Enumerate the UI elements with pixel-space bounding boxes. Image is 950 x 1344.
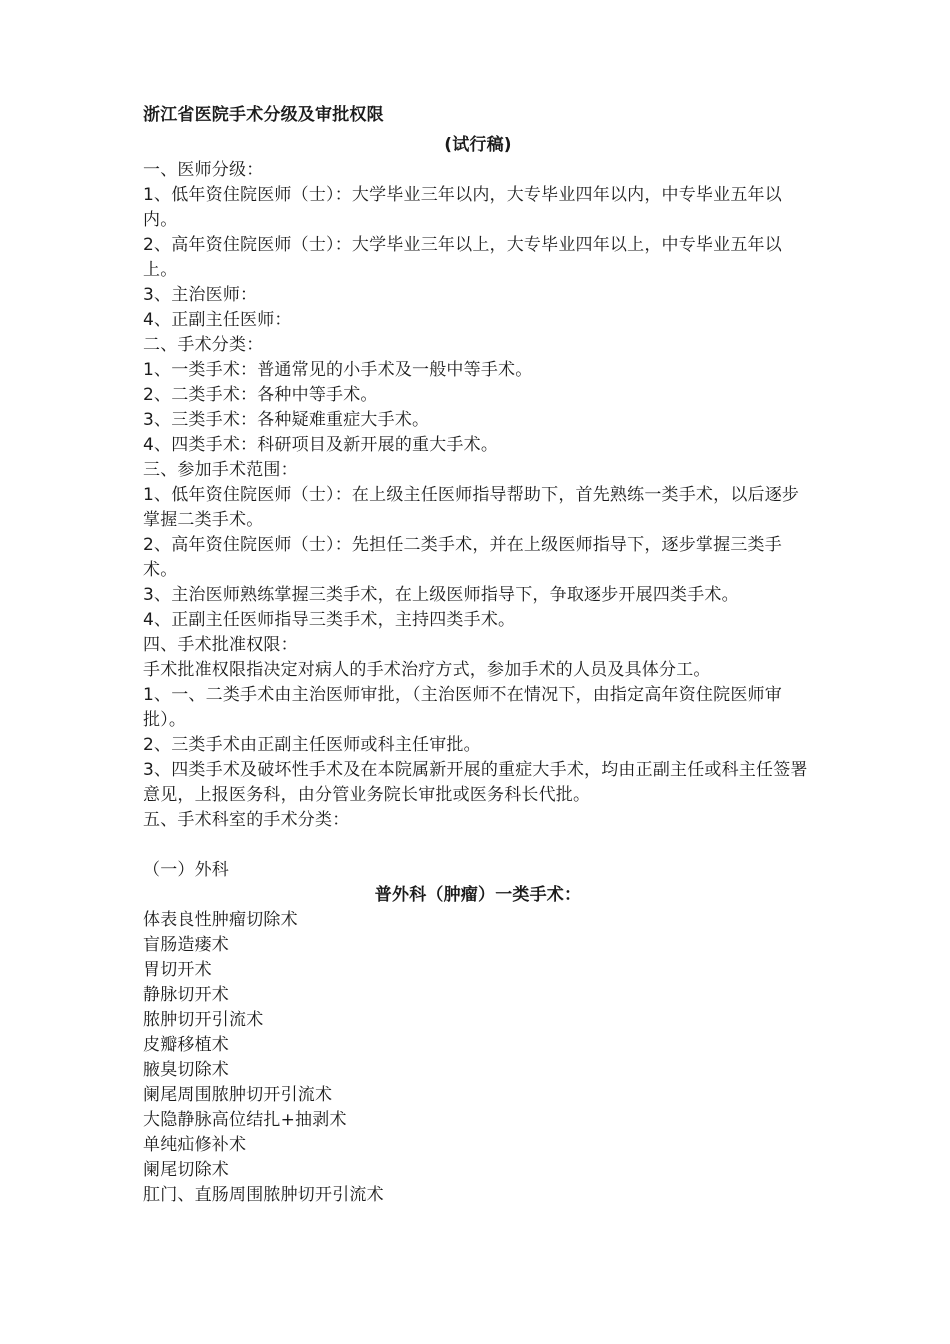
- procedure-item: 阑尾切除术: [143, 1160, 229, 1180]
- section-heading: 五、手术科室的手术分类：: [143, 810, 350, 830]
- section-heading: 四、手术批准权限：: [143, 635, 298, 655]
- section-line: 2、高年资住院医师（士）：大学毕业三年以上，大专毕业四年以上，中专毕业五年以上。: [143, 235, 782, 280]
- section-line: 4、正副主任医师指导三类手术，主持四类手术。: [143, 610, 516, 630]
- procedure-category-heading: 普外科（肿瘤）一类手术：: [374, 885, 582, 905]
- section-heading: 一、医师分级：: [143, 160, 264, 180]
- procedure-list: [143, 908, 813, 1208]
- section-heading: 二、手术分类：: [143, 335, 264, 355]
- section-line: 1、一、二类手术由主治医师审批，（主治医师不在情况下，由指定高年资住院医师审批）。: [143, 685, 782, 730]
- section-line: 1、低年资住院医师（士）：在上级主任医师指导帮助下，首先熟练一类手术，以后逐步掌握二类手术。: [143, 485, 800, 530]
- section-line: 2、高年资住院医师（士）：先担任二类手术，并在上级医师指导下，逐步掌握三类手术。: [143, 535, 782, 580]
- procedure-item: 阑尾周围脓肿切开引流术: [143, 1085, 333, 1105]
- procedure-item: 皮瓣移植术: [143, 1035, 229, 1055]
- procedure-item: 大隐静脉高位结扎+抽剥术: [143, 1110, 347, 1130]
- document-subtitle: (试行稿): [444, 135, 512, 155]
- procedure-item: 体表良性肿瘤切除术: [143, 910, 298, 930]
- section-heading: 三、参加手术范围：: [143, 460, 298, 480]
- procedure-item: 胃切开术: [143, 960, 212, 980]
- section-line: 4、正副主任医师：: [143, 310, 292, 330]
- subsection-heading: （一）外科: [143, 860, 229, 880]
- section-line: 4、四类手术：科研项目及新开展的重大手术。: [143, 435, 499, 455]
- procedure-item: 脓肿切开引流术: [143, 1010, 264, 1030]
- section-line: 1、低年资住院医师（士）：大学毕业三年以内，大专毕业四年以内，中专毕业五年以内。: [143, 185, 782, 230]
- section-line: 3、四类手术及破坏性手术及在本院属新开展的重症大手术，均由正副主任或科主任签署意见，上报医务科，由分管业务院长审批或医务科长代批。: [143, 760, 808, 805]
- procedure-item: 肛门、直肠周围脓肿切开引流术: [143, 1185, 384, 1205]
- procedure-item: 盲肠造瘘术: [143, 935, 229, 955]
- section-line: 3、三类手术：各种疑难重症大手术。: [143, 410, 430, 430]
- blank-line: [143, 833, 813, 858]
- section-line: 1、一类手术：普通常见的小手术及一般中等手术。: [143, 360, 533, 380]
- section-line: 2、二类手术：各种中等手术。: [143, 385, 378, 405]
- procedure-item: 单纯疝修补术: [143, 1135, 247, 1155]
- document-title: 浙江省医院手术分级及审批权限: [143, 105, 384, 125]
- procedure-item: 腋臭切除术: [143, 1060, 229, 1080]
- procedure-item: 静脉切开术: [143, 985, 229, 1005]
- document-body: [143, 103, 813, 1208]
- section-line: 3、主治医师熟练掌握三类手术，在上级医师指导下，争取逐步开展四类手术。: [143, 585, 739, 605]
- section-line: 2、三类手术由正副主任医师或科主任审批。: [143, 735, 481, 755]
- section-line: 3、主治医师：: [143, 285, 258, 305]
- section-line: 手术批准权限指决定对病人的手术治疗方式，参加手术的人员及具体分工。: [143, 660, 711, 680]
